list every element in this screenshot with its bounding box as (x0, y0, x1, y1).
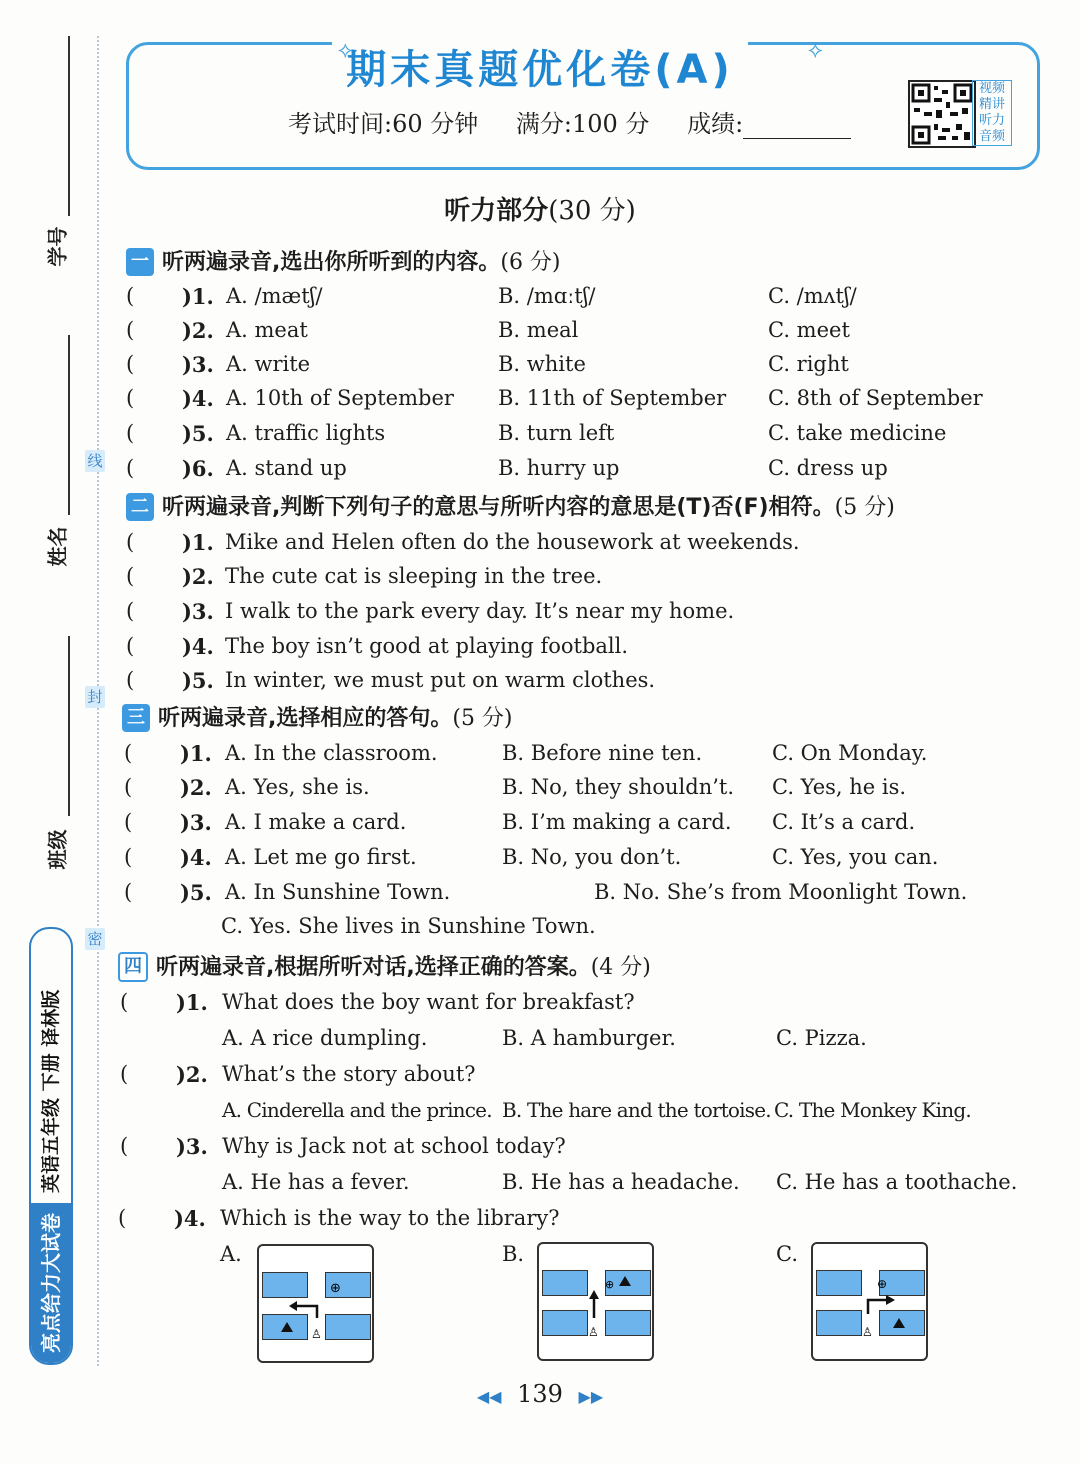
option-b[interactable]: B. The hare and the tortoise. (502, 1098, 771, 1122)
option-a[interactable]: A. He has a fever. (222, 1170, 410, 1194)
section-3-number: 三 (122, 704, 150, 732)
option-a[interactable]: A. Cinderella and the prince. (222, 1098, 492, 1122)
page-number: 139 (517, 1380, 563, 1408)
section-2-number: 二 (126, 493, 154, 521)
part-title-text: 听力部分 (444, 196, 549, 226)
svg-text:⊕: ⊕ (877, 1277, 888, 1291)
option-a[interactable]: A. In the classroom. (225, 741, 438, 765)
option-b[interactable]: B. 11th of September (498, 386, 727, 410)
question-text: What does the boy want for breakfast? (222, 990, 635, 1014)
class-line (68, 636, 70, 816)
option-c[interactable]: C. Pizza. (776, 1026, 867, 1050)
option-b[interactable]: B. He has a headache. (502, 1170, 740, 1194)
option-b[interactable]: B. hurry up (498, 456, 620, 480)
option-a[interactable]: A. 10th of September (226, 386, 454, 410)
option-b[interactable]: B. No, they shouldn’t. (502, 775, 735, 799)
statement: The boy isn’t good at playing football. (225, 634, 629, 658)
question-text: What’s the story about? (222, 1062, 476, 1086)
map-label-a[interactable]: A. (220, 1242, 242, 1266)
option-a[interactable]: A. write (226, 352, 311, 376)
option-c[interactable]: C. He has a toothache. (776, 1170, 1018, 1194)
exam-info (288, 104, 881, 139)
statement: I walk to the park every day. It’s near my home. (225, 599, 735, 623)
statement: The cute cat is sleeping in the tree. (225, 564, 603, 588)
score-label: 成绩: (687, 110, 744, 138)
prev-arrow-icon: ◀◀ (476, 1387, 502, 1406)
section-1-heading: 一 听两遍录音,选出你所听到的内容。(6 分) (126, 245, 561, 276)
cut-mark-line: 线 (85, 450, 105, 472)
option-a[interactable]: A. In Sunshine Town. (225, 880, 451, 904)
option-b[interactable]: B. meal (498, 318, 579, 342)
part-title (0, 190, 1080, 227)
option-a[interactable]: A. /mætʃ/ (226, 284, 323, 308)
map-option-c[interactable] (811, 1242, 928, 1361)
option-b[interactable]: B. /mɑːtʃ/ (498, 284, 596, 308)
option-c[interactable]: C. It’s a card. (772, 810, 916, 834)
full-score: 满分:100 分 (515, 110, 650, 138)
question-text: Which is the way to the library? (220, 1206, 560, 1230)
series-name: 亮点给力大试卷 (31, 1203, 71, 1363)
ornament-left-icon: ⟡ (338, 38, 353, 63)
exam-time: 考试时间:60 分钟 (288, 110, 479, 138)
option-c[interactable]: C. Yes, he is. (772, 775, 907, 799)
qr-label: 视频精讲听力音频 (972, 80, 1012, 146)
option-b[interactable]: B. I’m making a card. (502, 810, 732, 834)
section-1-number: 一 (126, 248, 154, 276)
qr-code-icon[interactable] (908, 80, 976, 148)
score-blank[interactable] (743, 114, 851, 139)
svg-text:♙: ♙ (311, 1327, 322, 1341)
page-title: 期末真题优化卷(A) (332, 38, 748, 95)
option-c[interactable]: C. /mʌtʃ/ (768, 284, 857, 308)
cut-mark-seal: 封 (85, 686, 105, 708)
option-c[interactable]: C. dress up (768, 456, 888, 480)
route-arrow-icon (813, 1244, 926, 1359)
section-2-heading: 二 听两遍录音,判断下列句子的意思与所听内容的意思是(T)否(F)相符。(5 分) (126, 490, 895, 521)
statement: In winter, we must put on warm clothes. (225, 668, 656, 692)
svg-text:⊕: ⊕ (330, 1281, 341, 1296)
option-b[interactable]: B. turn left (498, 421, 615, 445)
question-text: Why is Jack not at school today? (222, 1134, 566, 1158)
ornament-right-icon: ⟡ (808, 38, 823, 63)
route-arrow-icon (539, 1244, 652, 1359)
student-no-label: 学号 (45, 226, 70, 267)
map-label-c[interactable]: C. (776, 1242, 798, 1266)
section-4-heading: 四 听两遍录音,根据所听对话,选择正确的答案。(4 分) (118, 950, 651, 982)
option-a[interactable]: A. Let me go first. (225, 845, 417, 869)
cut-mark-secret: 密 (85, 928, 105, 950)
route-arrow-icon (259, 1246, 372, 1361)
series-badge (29, 927, 73, 1365)
name-line (68, 335, 70, 515)
svg-text:♙: ♙ (588, 1325, 599, 1339)
name-label: 姓名 (45, 526, 70, 567)
option-c[interactable]: C. right (768, 352, 849, 376)
map-option-b[interactable] (537, 1242, 654, 1361)
option-c[interactable]: C. take medicine (768, 421, 947, 445)
section-3-heading: 三 听两遍录音,选择相应的答句。(5 分) (122, 701, 513, 732)
map-label-b[interactable]: B. (502, 1242, 525, 1266)
class-label: 班级 (45, 829, 70, 870)
map-option-a[interactable] (257, 1244, 374, 1363)
option-a[interactable]: A. I make a card. (225, 810, 407, 834)
option-a[interactable]: A. traffic lights (226, 421, 386, 445)
option-c[interactable]: C. The Monkey King. (774, 1098, 971, 1122)
option-c[interactable]: C. 8th of September (768, 386, 983, 410)
option-b[interactable]: B. white (498, 352, 586, 376)
svg-text:⊕: ⊕ (605, 1278, 615, 1291)
option-a[interactable]: A. A rice dumpling. (222, 1026, 428, 1050)
option-b[interactable]: B. A hamburger. (502, 1026, 676, 1050)
part-points: (30 分) (548, 196, 636, 226)
series-grade: 英语五年级 下册 译林版 (40, 989, 62, 1193)
option-a[interactable]: A. meat (226, 318, 308, 342)
section-4-number: 四 (118, 952, 148, 982)
option-c[interactable]: C. Yes, you can. (772, 845, 939, 869)
statement: Mike and Helen often do the housework at weekends. (225, 530, 800, 554)
svg-text:♙: ♙ (862, 1325, 873, 1339)
option-a[interactable]: A. Yes, she is. (225, 775, 370, 799)
option-c[interactable]: C. meet (768, 318, 850, 342)
option-c[interactable]: C. On Monday. (772, 741, 928, 765)
option-c[interactable]: C. Yes. She lives in Sunshine Town. (221, 914, 596, 938)
option-b[interactable]: B. Before nine ten. (502, 741, 703, 765)
option-a[interactable]: A. stand up (226, 456, 347, 480)
page-number-wrap (0, 1380, 1080, 1408)
option-b[interactable]: B. No. She’s from Moonlight Town. (594, 880, 968, 904)
option-b[interactable]: B. No, you don’t. (502, 845, 682, 869)
next-arrow-icon: ▶▶ (578, 1387, 604, 1406)
